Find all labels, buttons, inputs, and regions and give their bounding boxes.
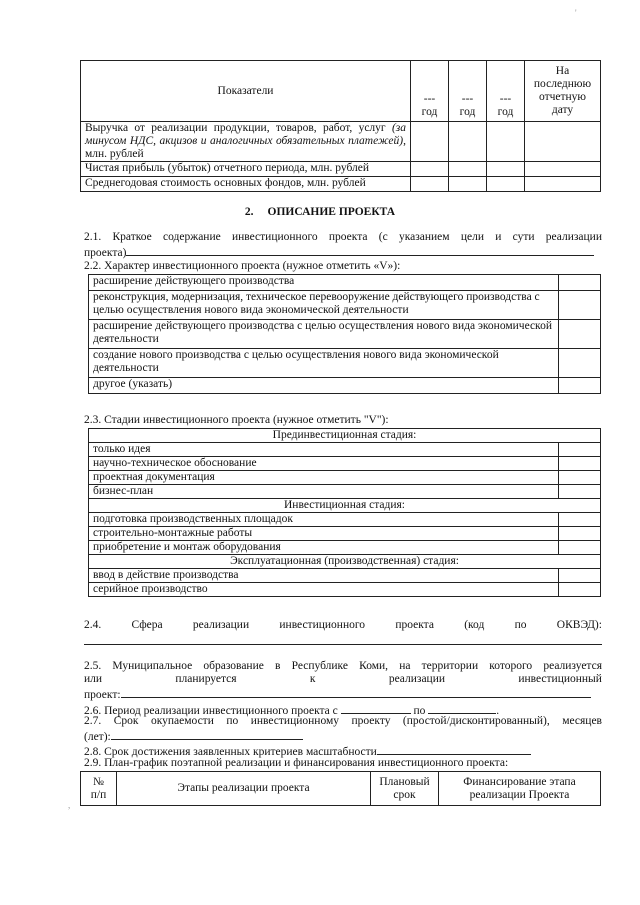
stage-group-title: Прединвестиционная стадия: <box>89 429 601 443</box>
section-heading: ОПИСАНИЕ ПРОЕКТА <box>267 206 396 218</box>
table-row <box>89 541 601 555</box>
row-net-profit: Чистая прибыль (убыток) отчетного периода, млн. рублей <box>81 162 411 177</box>
p27-line2: (лет): <box>84 728 602 744</box>
p25-word: инвестиционный <box>518 673 602 685</box>
p25-word: планируется <box>175 673 237 685</box>
row-fixed-assets: Среднегодовая стоимость основных фондов, млн. рублей <box>81 177 411 192</box>
table-row <box>89 291 601 320</box>
p25-word: к <box>309 673 316 685</box>
p24-word: 2.4. <box>84 619 102 631</box>
col-number: № п/п <box>81 772 117 806</box>
p24-word: реализации <box>192 619 250 631</box>
table-row <box>89 569 601 583</box>
stage-option-label: бизнес-план <box>89 485 559 499</box>
revenue-note: (за минусом НДС, акцизов и аналогичных обязательных платежей) <box>85 122 407 147</box>
check-cell[interactable] <box>559 569 601 583</box>
header-last-date: На последнюю отчетную дату <box>525 61 601 122</box>
paragraph-2-2: 2.2. Характер инвестиционного проекта (нужное отметить «V»): <box>84 260 401 272</box>
p21-line1: 2.1. Краткое содержание инвестиционного проекта (с указанием цели и сути реализации <box>84 231 602 243</box>
scan-mark: , <box>68 800 71 810</box>
paragraph-2-9: 2.9. План-график поэтапной реализации и финансирования инвестиционного проекта: <box>84 757 509 769</box>
col-financing: Финансирование этапа реализации Проекта <box>439 772 601 806</box>
character-option-label: создание нового производства с целью осуществления нового вида экономической деятельности <box>89 349 559 378</box>
check-cell[interactable] <box>559 275 601 291</box>
paragraph-2-5 <box>84 660 602 702</box>
p24-word: проекта <box>395 619 434 631</box>
character-option-label: другое (указать) <box>89 378 559 394</box>
p24-word: по <box>514 619 527 631</box>
check-cell[interactable] <box>559 485 601 499</box>
col-planned-term: Плановый срок <box>371 772 439 806</box>
stage-option-label: ввод в действие производства <box>89 569 559 583</box>
fill-line[interactable] <box>126 244 594 256</box>
table-row <box>81 162 601 177</box>
revenue-label: Выручка от реализации продукции, товаров, работ, услуг <box>85 122 386 134</box>
fill-line[interactable] <box>377 743 531 755</box>
character-option-label: реконструкция, модернизация, техническое перевооружение действующего производства с целью осуществления нового вида экономической деятельности <box>89 291 559 320</box>
check-cell[interactable] <box>559 583 601 597</box>
scan-mark: ' <box>575 8 577 18</box>
character-option-label: расширение действующего производства <box>89 275 559 291</box>
cell-empty[interactable] <box>487 177 525 192</box>
cell-empty[interactable] <box>487 162 525 177</box>
stages-table <box>88 428 601 597</box>
table-row <box>89 275 601 291</box>
p25-line1: 2.5. Муниципальное образование в Республике Коми, на территории которого реализуется <box>84 660 602 672</box>
schedule-header-row <box>81 772 601 806</box>
cell-empty[interactable] <box>411 162 449 177</box>
p25-line3: проект: <box>84 686 602 702</box>
cell-empty[interactable] <box>449 177 487 192</box>
fill-line[interactable] <box>84 632 602 645</box>
p24-word: ОКВЭД): <box>556 619 602 631</box>
check-cell[interactable] <box>559 349 601 378</box>
stage-header-row <box>89 499 601 513</box>
check-cell[interactable] <box>559 457 601 471</box>
stage-option-label: проектная документация <box>89 471 559 485</box>
paragraph-2-4 <box>84 619 602 645</box>
p25-line2 <box>84 673 602 686</box>
paragraph-2-6: 2.6. Период реализации инвестиционного проекта с по . <box>84 702 602 718</box>
cell-empty[interactable] <box>525 162 601 177</box>
cell-empty[interactable] <box>487 122 525 162</box>
stage-option-label: серийное производство <box>89 583 559 597</box>
table-row <box>89 443 601 457</box>
table-row <box>89 320 601 349</box>
revenue-unit: , млн. рублей <box>85 135 406 160</box>
section-title <box>0 206 640 218</box>
indicators-table <box>80 60 601 192</box>
cell-empty[interactable] <box>449 122 487 162</box>
table-row <box>81 122 601 162</box>
stage-option-label: строительно-монтажные работы <box>89 527 559 541</box>
stage-group-title: Эксплуатационная (производственная) стадия: <box>89 555 601 569</box>
stage-option-label: подготовка производственных площадок <box>89 513 559 527</box>
stage-header-row <box>89 429 601 443</box>
cell-empty[interactable] <box>525 122 601 162</box>
p24-word: Сфера <box>131 619 163 631</box>
check-cell[interactable] <box>559 513 601 527</box>
table-row <box>89 471 601 485</box>
table-row <box>89 378 601 394</box>
stage-header-row <box>89 555 601 569</box>
table-row <box>89 583 601 597</box>
character-option-label: расширение действующего производства с целью осуществления нового вида экономической деятельности <box>89 320 559 349</box>
table-row <box>89 349 601 378</box>
paragraph-2-1 <box>84 231 602 260</box>
check-cell[interactable] <box>559 541 601 555</box>
fill-line[interactable] <box>111 728 303 740</box>
row-revenue <box>81 122 411 162</box>
col-stages: Этапы реализации проекта <box>117 772 371 806</box>
header-year-1: --- год <box>411 61 449 122</box>
cell-empty[interactable] <box>449 162 487 177</box>
table-row <box>89 457 601 471</box>
character-table <box>88 274 601 394</box>
p21-line2: проекта) <box>84 244 602 260</box>
p25-word: реализации <box>388 673 446 685</box>
p27-line1: 2.7. Срок окупаемости по инвестиционному проекту (простой/дисконтированный), месяцев <box>84 715 602 727</box>
check-cell[interactable] <box>559 320 601 349</box>
indicators-header-row <box>81 61 601 122</box>
check-cell[interactable] <box>559 378 601 394</box>
paragraph-2-8: 2.8. Срок достижения заявленных критериев масштабности <box>84 743 602 759</box>
date-to-field[interactable] <box>428 702 496 714</box>
stage-option-label: научно-техническое обоснование <box>89 457 559 471</box>
table-row <box>89 513 601 527</box>
stage-group-title: Инвестиционная стадия: <box>89 499 601 513</box>
check-cell[interactable] <box>559 527 601 541</box>
stage-option-label: только идея <box>89 443 559 457</box>
cell-empty[interactable] <box>411 122 449 162</box>
stage-option-label: приобретение и монтаж оборудования <box>89 541 559 555</box>
p24-word: (код <box>464 619 485 631</box>
table-row <box>81 177 601 192</box>
table-row <box>89 527 601 541</box>
check-cell[interactable] <box>559 443 601 457</box>
schedule-table <box>80 771 601 806</box>
section-number: 2. <box>244 206 254 218</box>
cell-empty[interactable] <box>411 177 449 192</box>
header-year-2: --- год <box>449 61 487 122</box>
fill-line[interactable] <box>121 686 591 698</box>
date-from-field[interactable] <box>341 702 411 714</box>
header-indicators: Показатели <box>81 61 411 122</box>
header-year-3: --- год <box>487 61 525 122</box>
check-cell[interactable] <box>559 291 601 320</box>
paragraph-2-3: 2.3. Стадии инвестиционного проекта (нужное отметить "V"): <box>84 414 389 426</box>
table-row <box>89 485 601 499</box>
p25-word: или <box>84 673 103 685</box>
p24-word: инвестиционного <box>279 619 366 631</box>
p24-line1 <box>84 619 602 632</box>
cell-empty[interactable] <box>525 177 601 192</box>
check-cell[interactable] <box>559 471 601 485</box>
paragraph-2-7 <box>84 715 602 744</box>
